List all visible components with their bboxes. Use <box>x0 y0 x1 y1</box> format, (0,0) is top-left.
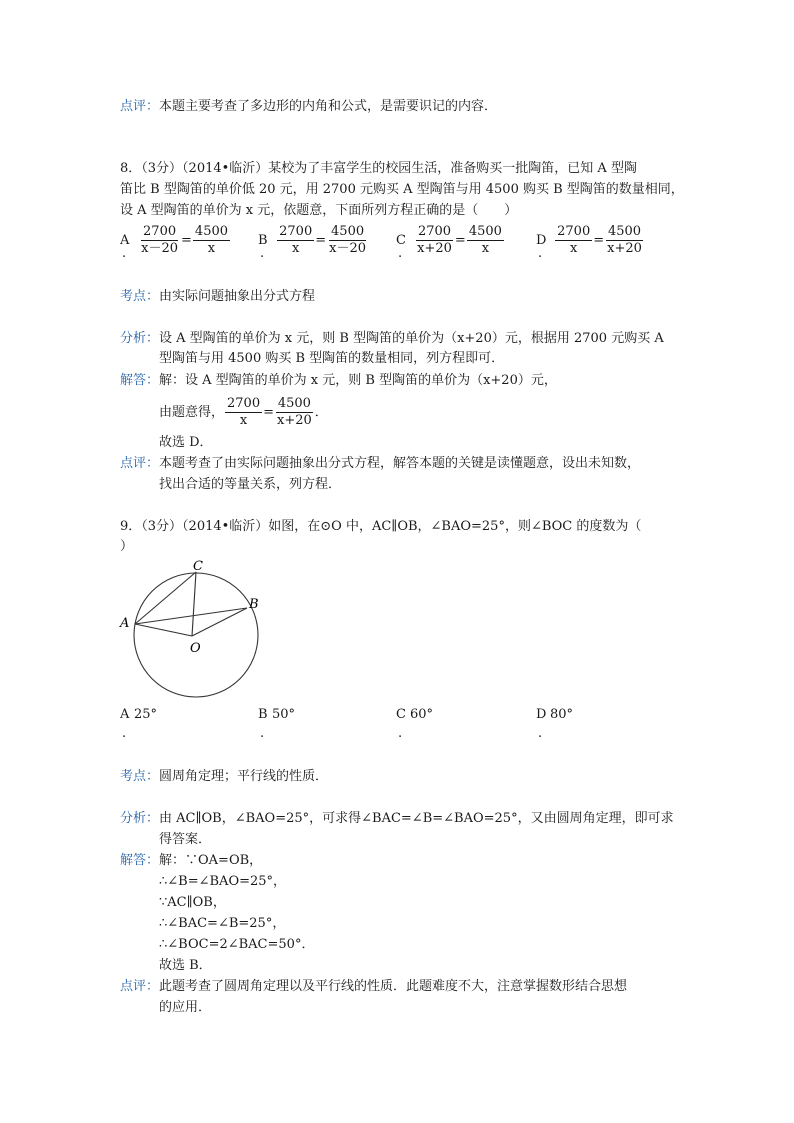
q8-stem-line3: 设 A 型陶笛的单价为 x 元，依题意，下面所列方程正确的是（ ） <box>120 203 518 218</box>
option-letter: B <box>258 233 268 248</box>
kaodian-text: 由实际问题抽象出分式方程 <box>159 289 316 304</box>
option-value: 50° <box>272 707 296 722</box>
fenxi-tag: 分析： <box>120 811 160 826</box>
label-c: C <box>193 559 203 574</box>
circle-o <box>134 573 258 697</box>
q9-fenxi-line1 <box>120 810 674 828</box>
q9-dianping-line1 <box>120 978 627 996</box>
dianping-text: 本题考查了由实际问题抽象出分式方程，解答本题的关键是读懂题意，设出未知数， <box>159 456 641 471</box>
q9-kaodian <box>120 768 328 786</box>
fraction-left: $\frac{2700}{x+20}$ <box>417 224 452 256</box>
option-dot: . <box>538 726 543 741</box>
q8-dianping-line2: 找出合适的等量关系，列方程． <box>159 477 342 492</box>
q9-option-b[interactable] <box>258 706 295 724</box>
kaodian-text: 圆周角定理；平行线的性质． <box>159 769 329 784</box>
fraction-left: $\frac{2700}{x}$ <box>557 224 591 256</box>
option-dot: . <box>260 246 265 261</box>
fenxi-tag: 分析： <box>120 331 160 346</box>
option-dot: . <box>260 726 265 741</box>
q8-kaodian <box>120 288 315 306</box>
review-text: 本题主要考查了多边形的内角和公式，是需要识记的内容． <box>159 99 498 114</box>
q8-stem-line2: 笛比 B 型陶笛的单价低 20 元，用 2700 元购买 A 型陶笛与用 4500 购买 B 型陶笛的数量相同， <box>120 182 684 197</box>
option-letter: D <box>536 707 547 722</box>
fraction-right: $\frac{4500}{x}$ <box>468 224 502 256</box>
option-value: 80° <box>550 707 574 722</box>
option-dot: . <box>122 726 127 741</box>
q8-fenxi-line1 <box>120 330 664 348</box>
option-dot: . <box>538 246 543 261</box>
kaodian-tag: 考点： <box>120 769 160 784</box>
review-tag: 点评： <box>120 99 160 114</box>
fraction-right: $\frac{4500}{x}$ <box>194 224 229 256</box>
q9-fenxi-line2: 得答案． <box>159 832 212 847</box>
dianping-tag: 点评： <box>120 456 160 471</box>
label-a: A <box>120 616 130 631</box>
option-letter: D <box>536 233 547 248</box>
q8-option-d[interactable]: D $\frac{2700}{x}$ = $\frac{4500}{x+20}$ <box>536 224 642 256</box>
q9-stem-line1: 9．（3分）（2014•临沂）如图，在⊙O 中，AC∥OB，∠BAO=25°，则∠BOC 的度数为（ <box>120 519 642 534</box>
jieda-tag: 解答： <box>120 853 160 868</box>
fenxi-text: 设 A 型陶笛的单价为 x 元，则 B 型陶笛的单价为（x+20）元，根据用 2700 元购买 A <box>159 331 664 346</box>
jieda-text: 解：设 A 型陶笛的单价为 x 元，则 B 型陶笛的单价为（x+20）元， <box>159 373 557 388</box>
q8-option-a[interactable]: A $\frac{2700}{x-20}$ = $\frac{4500}{x}$ <box>120 224 229 256</box>
label-o: O <box>190 641 201 656</box>
q9-option-c[interactable] <box>396 706 433 724</box>
segment-co <box>192 572 196 636</box>
fraction-right: $\frac{4500}{x+20}$ <box>277 396 312 428</box>
option-value: 60° <box>410 707 434 722</box>
segment-ao <box>135 624 192 636</box>
q9-dianping-line2: 的应用． <box>159 1000 212 1015</box>
option-letter: C <box>396 707 406 722</box>
q9-jieda-step: ∵AC∥OB， <box>159 895 226 910</box>
q8-fenxi-line2: 型陶笛与用 4500 购买 B 型陶笛的数量相同，列方程即可． <box>159 351 505 366</box>
prev-review <box>120 98 497 116</box>
q9-jieda-step: ∴∠BAC=∠B=25°， <box>159 916 286 931</box>
option-dot: . <box>398 726 403 741</box>
q8-jieda-line3: 故选 D． <box>159 435 213 450</box>
jieda-text: 解：∵OA=OB， <box>159 853 263 868</box>
label-b: B <box>249 597 259 612</box>
q9-jieda-line1 <box>120 852 262 870</box>
fraction-left: $\frac{2700}{x}$ <box>227 396 261 428</box>
option-letter: C <box>396 233 406 248</box>
option-dot: . <box>122 246 127 261</box>
q8-jieda-line1 <box>120 372 557 390</box>
q8-option-c[interactable]: C $\frac{2700}{x+20}$ = $\frac{4500}{x}$ <box>396 224 502 256</box>
fraction-left: $\frac{2700}{x}$ <box>279 224 313 256</box>
dianping-tag: 点评： <box>120 979 160 994</box>
option-letter: A <box>120 233 130 248</box>
fraction-right: $\frac{4500}{x+20}$ <box>607 224 642 256</box>
circle-figure <box>112 556 272 706</box>
jieda-tag: 解答： <box>120 373 160 388</box>
fenxi-text: 由 AC∥OB，∠BAO=25°，可求得∠BAC=∠B=∠BAO=25°，又由圆周角定理，即可求 <box>159 811 674 826</box>
q8-stem-line1: 8．（3分）（2014•临沂）某校为了丰富学生的校园生活，准备购买一批陶笛，已知 A 型陶 <box>120 161 637 176</box>
q9-jieda-step: 故选 B． <box>159 958 212 973</box>
q9-option-d[interactable] <box>536 706 573 724</box>
q8-option-b[interactable]: B $\frac{2700}{x}$ = $\frac{4500}{x-20}$ <box>258 224 367 256</box>
q8-dianping-line1 <box>120 455 640 473</box>
q9-option-a[interactable] <box>120 706 157 724</box>
option-value: 25° <box>134 707 158 722</box>
option-dot: . <box>398 246 403 261</box>
option-letter: A <box>120 707 130 722</box>
dianping-text: 此题考查了圆周角定理以及平行线的性质．此题难度不大，注意掌握数形结合思想 <box>159 979 628 994</box>
q9-stem-line2: ） <box>120 539 134 554</box>
q8-jieda-equation: 由题意得， $\frac{2700}{x}$ = $\frac{4500}{x+20}$ ． <box>159 396 328 428</box>
q9-jieda-step: ∴∠BOC=2∠BAC=50°． <box>159 937 315 952</box>
fraction-left: $\frac{2700}{x-20}$ <box>141 224 179 256</box>
q9-jieda-step: ∴∠B=∠BAO=25°， <box>159 874 287 889</box>
option-letter: B <box>258 707 268 722</box>
kaodian-tag: 考点： <box>120 289 160 304</box>
fraction-right: $\frac{4500}{x-20}$ <box>329 224 367 256</box>
